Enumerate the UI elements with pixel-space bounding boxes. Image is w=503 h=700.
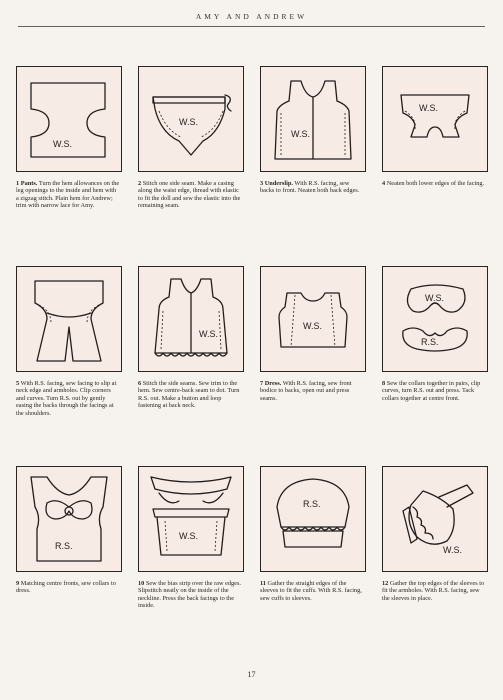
step-6-illustration xyxy=(138,266,244,372)
step-2-panel-label: W.S. xyxy=(179,117,199,127)
collars-icon xyxy=(383,267,487,371)
step-11-illustration xyxy=(260,466,366,572)
step-3-caption: 3 Underslip. With R.S. facing, sew backs to front. Neaten both back edges. xyxy=(260,180,360,195)
step-6-panel-label: W.S. xyxy=(199,329,219,339)
facing-icon xyxy=(383,67,487,171)
step-10-caption: 10 Sew the bias strip over the raw edges. Slipstitch neatly on the inside of the neckline. Press the back facings to the inside. xyxy=(138,580,242,610)
header-rule xyxy=(18,26,485,27)
page-number: 17 xyxy=(247,670,256,679)
step-11-panel-label: R.S. xyxy=(303,499,321,509)
step-7-panel-label: W.S. xyxy=(303,321,323,331)
step-3-panel-label: W.S. xyxy=(291,129,311,139)
step-1-panel-label: W.S. xyxy=(53,139,73,149)
step-9-caption: 9 Matching centre fronts, sew collars to dress. xyxy=(16,580,116,595)
pants-sewn-icon xyxy=(139,67,243,171)
step-5-caption: 5 With R.S. facing, sew facing to slip at neck edge and armholes. Clip corners and curves. Turn R.S. out by gently easing the backs through the facings at the shoulders. xyxy=(16,380,117,417)
slip-finished-icon xyxy=(139,267,243,371)
step-9-illustration xyxy=(16,466,122,572)
step-2-caption: 2 Stitch one side seam. Make a casing along the waist edge, thread with elastic to fit the doll and sew the elastic into the remaining seam. xyxy=(138,180,241,210)
pants-flat-icon xyxy=(17,67,121,171)
neckline-bias-icon xyxy=(139,467,243,571)
dress-bodice-icon xyxy=(261,267,365,371)
step-1-caption: 1 Pants. Turn the hem allowances on the leg openings to the inside and hem with a zigzag stitch. Plain hem for Andrew; trim with narrow lace for Amy. xyxy=(16,180,120,210)
step-12-panel-label: W.S. xyxy=(443,545,463,555)
step-4-panel-label: W.S. xyxy=(419,103,439,113)
underslip-flat-icon xyxy=(261,67,365,171)
step-2-illustration xyxy=(138,66,244,172)
sleeve-armhole-icon xyxy=(383,467,487,571)
step-10-illustration xyxy=(138,466,244,572)
step-10-panel-label: W.S. xyxy=(179,531,199,541)
step-4-caption: 4 Neaten both lower edges of the facing. xyxy=(382,180,485,187)
dress-collar-attached-icon xyxy=(17,467,121,571)
step-8-caption: 8 Sew the collars together in pairs, clip curves, turn R.S. out and press. Tack collars together at centre front. xyxy=(382,380,481,402)
step-1-illustration xyxy=(16,66,122,172)
step-7-caption: 7 Dress. With R.S. facing, sew front bodice to backs, open out and press seams. xyxy=(260,380,352,402)
step-12-illustration xyxy=(382,466,488,572)
step-7-illustration xyxy=(260,266,366,372)
sleeve-cuff-icon xyxy=(261,467,365,571)
step-11-caption: 11 Gather the straight edges of the sleeves to fit the cuffs. With R.S. facing, sew cuffs to sleeves. xyxy=(260,580,362,602)
step-6-caption: 6 Stitch the side seams. Sew trim to the hem. Sew centre-back seam to dot. Turn R.S. out. Make a button and loop fastening at back neck. xyxy=(138,380,240,410)
step-8-panel-label: W.S. xyxy=(425,293,445,303)
step-4-illustration xyxy=(382,66,488,172)
step-9-panel-label: R.S. xyxy=(55,541,73,551)
step-12-caption: 12 Gather the top edges of the sleeves to fit the armholes. With R.S. facing, sew the sleeves in place. xyxy=(382,580,485,602)
step-5-illustration xyxy=(16,266,122,372)
slip-with-facing-icon xyxy=(17,267,121,371)
step-8-panel-label-2: R.S. xyxy=(421,337,439,347)
step-8-illustration xyxy=(382,266,488,372)
running-header: AMY AND ANDREW xyxy=(195,12,308,21)
step-3-illustration xyxy=(260,66,366,172)
